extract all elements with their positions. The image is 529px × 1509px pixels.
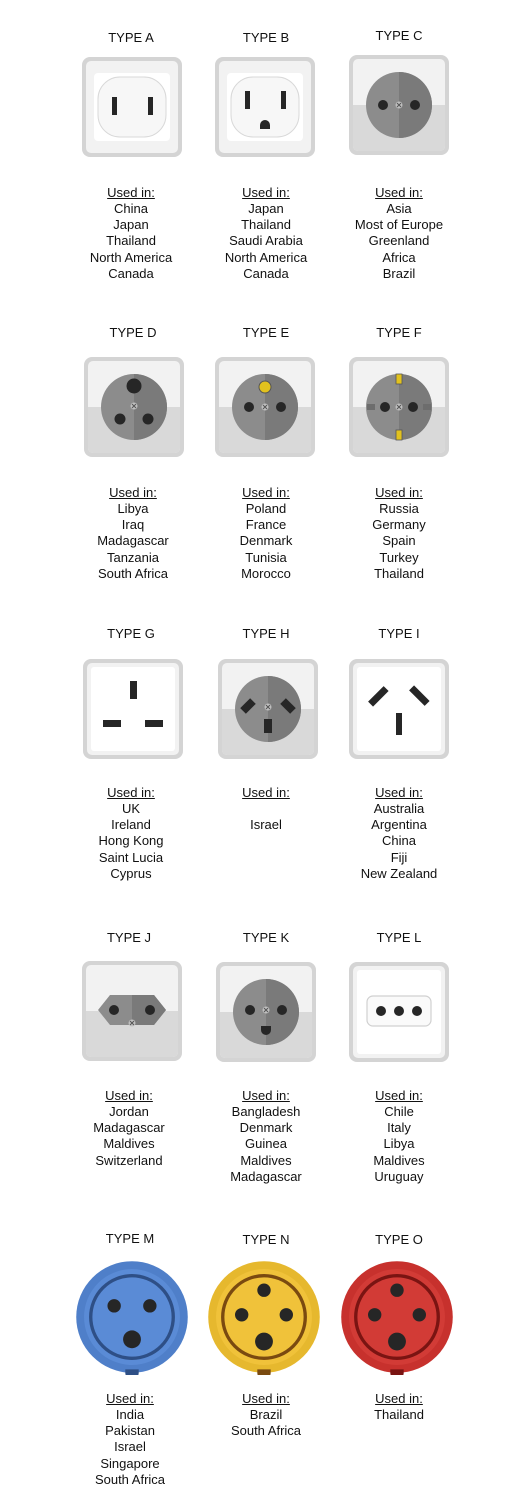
used-in-label: Used in:	[375, 1088, 423, 1103]
country-list	[319, 801, 479, 882]
socket-type-g-icon	[81, 657, 185, 761]
used-in-label: Used in:	[109, 485, 157, 500]
socket-type-i-icon	[347, 657, 451, 761]
type-label: TYPE I	[378, 626, 420, 641]
country-item: Tanzania	[106, 549, 160, 565]
country-item: Hong Kong	[98, 833, 164, 849]
socket-type-h-icon	[216, 657, 320, 761]
socket-type-k-icon	[214, 960, 318, 1064]
country-item: Greenland	[368, 233, 430, 249]
country-item: Japan	[248, 201, 284, 216]
socket-type-j-icon	[80, 959, 184, 1063]
country-item: Libya	[383, 1136, 415, 1152]
country-item: New Zealand	[360, 865, 438, 881]
used-in-label: Used in:	[107, 185, 155, 200]
country-item: Cyprus	[110, 865, 152, 881]
country-list	[49, 1104, 209, 1169]
country-item: Morocco	[241, 565, 291, 581]
country-item: Brazil	[382, 265, 416, 281]
country-item: Asia	[386, 201, 412, 216]
country-item: Germany	[372, 517, 426, 533]
type-label: TYPE B	[242, 30, 290, 45]
country-item: UK	[121, 801, 141, 816]
country-item: China	[382, 833, 416, 849]
country-item: Saint Lucia	[98, 849, 164, 865]
used-in-label: Used in:	[242, 1088, 290, 1103]
country-item: Madagascar	[93, 1120, 165, 1136]
country-item: Saudi Arabia	[229, 233, 303, 249]
type-label: TYPE J	[106, 930, 152, 945]
country-item: Argentina	[371, 817, 427, 833]
socket-type-n-icon	[206, 1259, 322, 1375]
socket-type-o-icon	[339, 1259, 455, 1375]
country-item: Iraq	[121, 517, 145, 533]
country-item: South Africa	[230, 1423, 302, 1439]
used-in-label: Used in:	[242, 1391, 290, 1406]
country-item: Thailand	[374, 1407, 424, 1422]
country-item: Switzerland	[95, 1152, 163, 1168]
type-label: TYPE L	[376, 930, 422, 945]
socket-type-m-icon	[74, 1259, 190, 1375]
used-in-label: Used in:	[375, 785, 423, 800]
country-item: Madagascar	[97, 533, 169, 549]
country-item: Turkey	[379, 549, 419, 565]
type-label: TYPE K	[242, 930, 290, 945]
type-label: TYPE O	[375, 1232, 423, 1247]
country-item: Libya	[117, 501, 149, 516]
type-label: TYPE M	[105, 1231, 155, 1246]
country-item: Australia	[373, 801, 425, 816]
used-in-label: Used in:	[107, 785, 155, 800]
country-item: Singapore	[100, 1455, 160, 1471]
country-item: Most of Europe	[354, 217, 444, 233]
country-item: North America	[89, 249, 173, 265]
type-label: TYPE C	[375, 28, 423, 43]
country-item: Thailand	[241, 217, 291, 233]
country-item: France	[245, 517, 287, 533]
country-item: Denmark	[239, 533, 293, 549]
country-item: Italy	[387, 1120, 411, 1136]
country-item: Chile	[384, 1104, 414, 1119]
country-item: Canada	[243, 265, 289, 281]
socket-type-d-icon	[82, 355, 186, 459]
type-label: TYPE D	[109, 325, 157, 340]
type-label: TYPE F	[376, 325, 422, 340]
country-item: Canada	[108, 265, 154, 281]
socket-type-l-icon	[347, 960, 451, 1064]
socket-type-f-icon	[347, 355, 451, 459]
country-list	[319, 201, 479, 282]
country-item: Jordan	[109, 1104, 149, 1119]
country-list	[319, 1407, 479, 1423]
country-item: South Africa	[94, 1471, 166, 1487]
country-item: China	[114, 201, 148, 216]
country-item: Israel	[114, 1439, 146, 1455]
country-item: Spain	[382, 533, 416, 549]
type-label: TYPE N	[242, 1232, 290, 1247]
socket-type-b-icon	[213, 55, 317, 159]
country-item: India	[115, 1407, 145, 1422]
used-in-label: Used in:	[375, 485, 423, 500]
used-in-label: Used in:	[106, 1391, 154, 1406]
country-item: Poland	[245, 501, 287, 516]
country-item: Maldives	[103, 1136, 155, 1152]
country-item: Denmark	[239, 1120, 293, 1136]
country-item: Israel	[250, 817, 282, 833]
used-in-label: Used in:	[242, 785, 290, 800]
used-in-label: Used in:	[375, 185, 423, 200]
country-list	[319, 1104, 479, 1185]
country-item: South Africa	[97, 565, 169, 581]
socket-type-c-icon	[347, 53, 451, 157]
socket-type-e-icon	[213, 355, 317, 459]
type-label: TYPE G	[107, 626, 155, 641]
country-item: Madagascar	[230, 1168, 302, 1184]
type-label: TYPE E	[242, 325, 290, 340]
country-item: Guinea	[245, 1136, 287, 1152]
country-item: Maldives	[240, 1152, 292, 1168]
country-item: Thailand	[374, 565, 424, 581]
country-item: Ireland	[111, 817, 151, 833]
country-item: Africa	[382, 249, 416, 265]
country-list	[319, 501, 479, 582]
country-item: North America	[224, 249, 308, 265]
country-item: Fiji	[390, 849, 408, 865]
country-item: Thailand	[106, 233, 156, 249]
country-item: Maldives	[373, 1152, 425, 1168]
country-item: Russia	[379, 501, 419, 516]
type-label: TYPE A	[108, 30, 154, 45]
type-label: TYPE H	[242, 626, 290, 641]
country-item: Pakistan	[105, 1423, 155, 1439]
country-item: Bangladesh	[231, 1104, 301, 1119]
used-in-label: Used in:	[375, 1391, 423, 1406]
country-item: Tunisia	[245, 549, 287, 565]
socket-type-a-icon	[80, 55, 184, 159]
country-item: Brazil	[249, 1407, 283, 1422]
country-item: Uruguay	[374, 1168, 424, 1184]
used-in-label: Used in:	[242, 485, 290, 500]
used-in-label: Used in:	[242, 185, 290, 200]
used-in-label: Used in:	[105, 1088, 153, 1103]
country-item: Japan	[113, 217, 149, 233]
